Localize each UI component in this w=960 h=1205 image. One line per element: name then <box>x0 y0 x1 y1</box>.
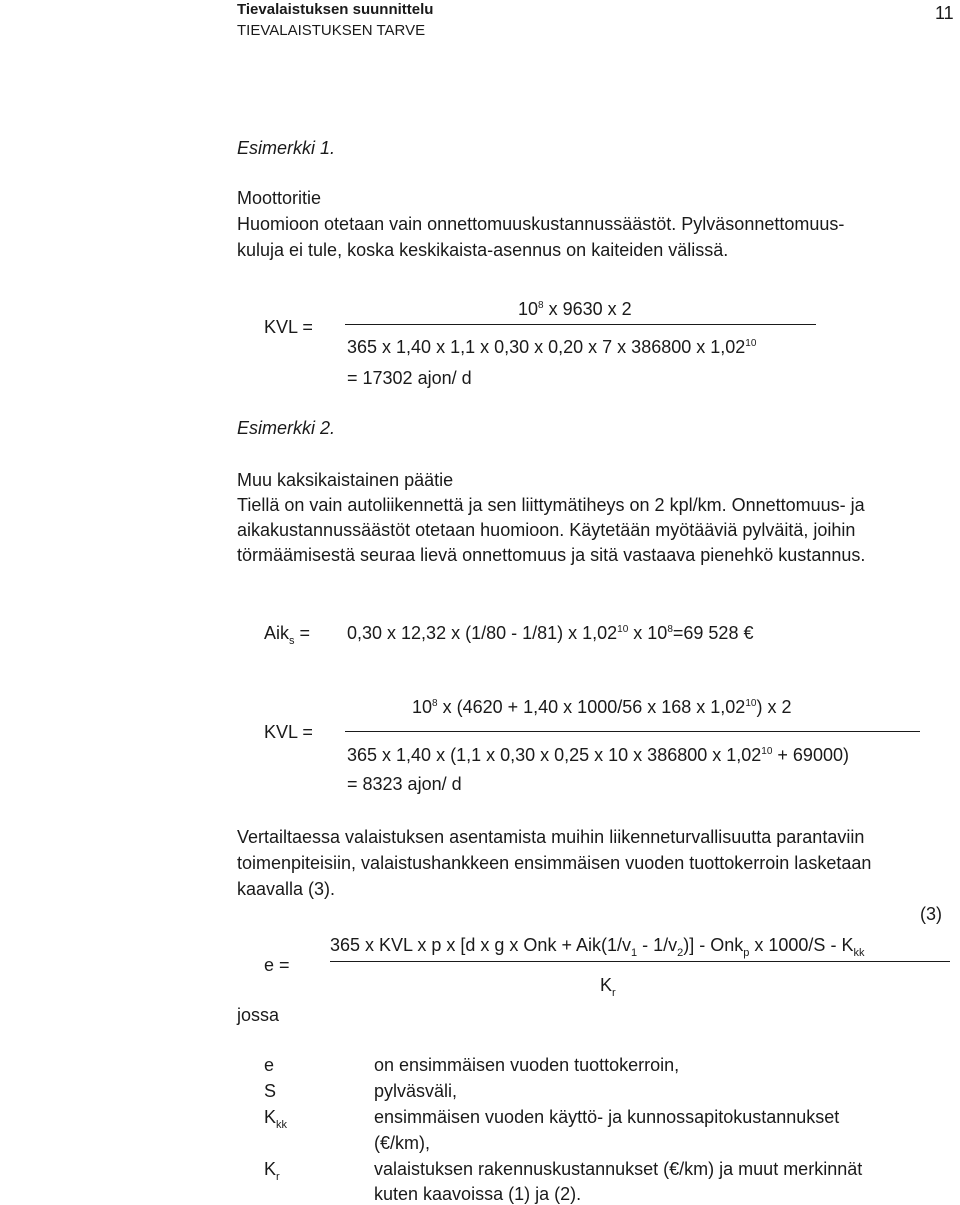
running-header-subtitle: TIEVALAISTUKSEN TARVE <box>237 22 426 39</box>
def-symbol-s: S <box>264 1081 277 1101</box>
def-symbol-kkk: $K_{kk}$ <box>264 1107 288 1131</box>
example1-numerator: $10^8$ x 9630 x 2 <box>518 299 632 319</box>
example2-heading: Esimerkki 2. <box>237 418 336 438</box>
formula3-e-label: e = <box>264 955 290 975</box>
def-desc-e: on ensimmäisen vuoden tuottokerroin, <box>374 1055 680 1075</box>
equation-number: (3) <box>920 904 942 924</box>
example2-road-type: Muu kaksikaistainen päätie <box>237 470 454 490</box>
example1-text-line1: Huomioon otetaan vain onnettomuuskustannussäästöt. Pylväsonnettomuus- <box>237 214 845 234</box>
jossa-label: jossa <box>237 1005 280 1025</box>
aik-label: Aik$_s$ = <box>264 623 311 647</box>
example2-kvl-label: KVL = <box>264 722 313 742</box>
formula3-denominator: $K_r$ <box>600 975 616 999</box>
example1-road-type: Moottoritie <box>237 188 322 208</box>
example2-numerator: $10^8$ x (4620 + 1,40 x 1000/56 x 168 x 1,02$^{10}$) x 2 <box>412 697 792 717</box>
example2-text-line2: aikakustannussäästöt otetaan huomioon. Käytetään myötääviä pylväitä, joihin <box>237 520 856 540</box>
example1-text-line2: kuluja ei tule, koska keskikaista-asennus on kaiteiden välissä. <box>237 240 729 260</box>
section3-text-line3: kaavalla (3). <box>237 879 336 899</box>
def-symbol-e: e <box>264 1055 275 1075</box>
formula3-fraction-line <box>330 961 950 962</box>
example2-text-line1: Tiellä on vain autoliikennettä ja sen liittymätiheys on 2 kpl/km. Onnettomuus- ja <box>237 495 865 515</box>
def-desc-kkk-cont: (€/km), <box>374 1133 430 1153</box>
formula3-numerator: 365 x KVL x p x [d x g x Onk + $Aik(1/v_1 - 1/v_2)] - Onk_p$ x $1000/S - K_{kk}$ <box>330 935 865 959</box>
example1-fraction-line <box>345 324 816 325</box>
def-desc-s: pylväsväli, <box>374 1081 458 1101</box>
example2-fraction-line <box>345 731 920 732</box>
example1-heading: Esimerkki 1. <box>237 138 336 158</box>
def-desc-kr-cont: kuten kaavoissa (1) ja (2). <box>374 1184 582 1204</box>
def-desc-kkk: ensimmäisen vuoden käyttö- ja kunnossapitokustannukset <box>374 1107 840 1127</box>
example1-denominator: 365 x 1,40 x 1,1 x 0,30 x 0,20 x 7 x 386800 x 1,02$^{10}$ <box>347 337 757 357</box>
example1-result: = 17302 ajon/ d <box>347 368 472 388</box>
section3-text-line1: Vertailtaessa valaistuksen asentamista muihin liikenneturvallisuutta parantaviin <box>237 827 865 847</box>
page-number: 11 <box>935 3 954 23</box>
aik-formula: 0,30 x 12,32 x (1/80 - 1/81) x 1,02$^{10}$ x $10^8=69$ 528 € <box>347 623 754 643</box>
example2-result: = 8323 ajon/ d <box>347 774 462 794</box>
example1-kvl-label: KVL = <box>264 317 313 337</box>
running-header-title: Tievalaistuksen suunnittelu <box>237 1 434 18</box>
section3-text-line2: toimenpiteisiin, valaistushankkeen ensimmäisen vuoden tuottokerroin lasketaan <box>237 853 872 873</box>
example2-denominator: 365 x 1,40 x (1,1 x 0,30 x 0,25 x 10 x 386800 x $1,02^{10} + 69000$) <box>347 745 849 765</box>
def-symbol-kr: $K_r$ <box>264 1159 280 1183</box>
example2-text-line3: törmäämisestä seuraa lievä onnettomuus ja sitä vastaava pienehkö kustannus. <box>237 545 866 565</box>
def-desc-kr: valaistuksen rakennuskustannukset (€/km) ja muut merkinnät <box>374 1159 863 1179</box>
